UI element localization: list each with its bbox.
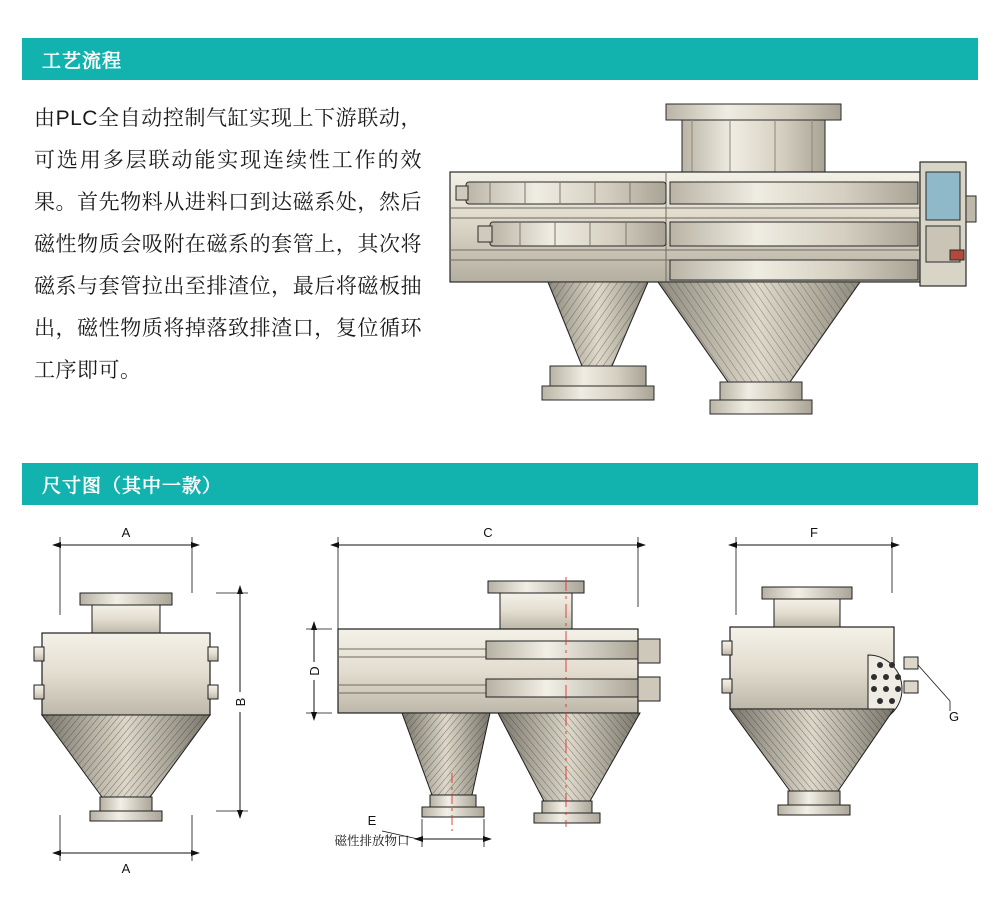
front-view (34, 525, 250, 876)
tube-bank-right (670, 182, 918, 280)
inlet-flange (666, 104, 841, 172)
section-title-process: 工艺流程 (42, 50, 123, 72)
label-a-bottom: A (121, 861, 131, 876)
label-f-width: F (810, 525, 818, 540)
dimension-svg (20, 515, 980, 900)
outlet-flange-main (710, 382, 812, 414)
pneumatic-cylinder (920, 162, 976, 286)
outlet-flange-left (542, 366, 654, 400)
section-title-dimension: 尺寸图（其中一款） (42, 475, 223, 497)
label-b-height: B (233, 697, 248, 707)
end-view (722, 525, 959, 815)
section-header-dimension (22, 463, 978, 505)
label-e-note: 磁性排放物口 (334, 834, 410, 848)
label-a-top: A (121, 525, 131, 540)
label-e-width: E (367, 813, 377, 828)
label-g-detail: G (948, 709, 960, 724)
assembly-svg (430, 100, 990, 440)
magnet-rod-upper (456, 182, 666, 204)
assembly-illustration (430, 100, 990, 440)
process-description-text: 由PLC全自动控制气缸实现上下游联动，可选用多层联动能实现连续性工作的效果。首先物料从进料口到达磁系处，然后磁性物质会吸附在磁系的套管上，其次将磁系与套管拉出至排渣位，最后将磁板抽出，磁性物质将掉落致排渣口，复位循环工序即可。 (34, 107, 422, 382)
label-d-height: D (307, 666, 322, 676)
magnet-rod-lower (478, 222, 666, 246)
dimension-drawings (20, 515, 980, 900)
section-header-process (22, 38, 978, 80)
discharge-cone-left (548, 282, 648, 366)
discharge-cone-main (658, 282, 860, 382)
side-view (305, 525, 660, 848)
label-c-width: C (483, 525, 493, 540)
